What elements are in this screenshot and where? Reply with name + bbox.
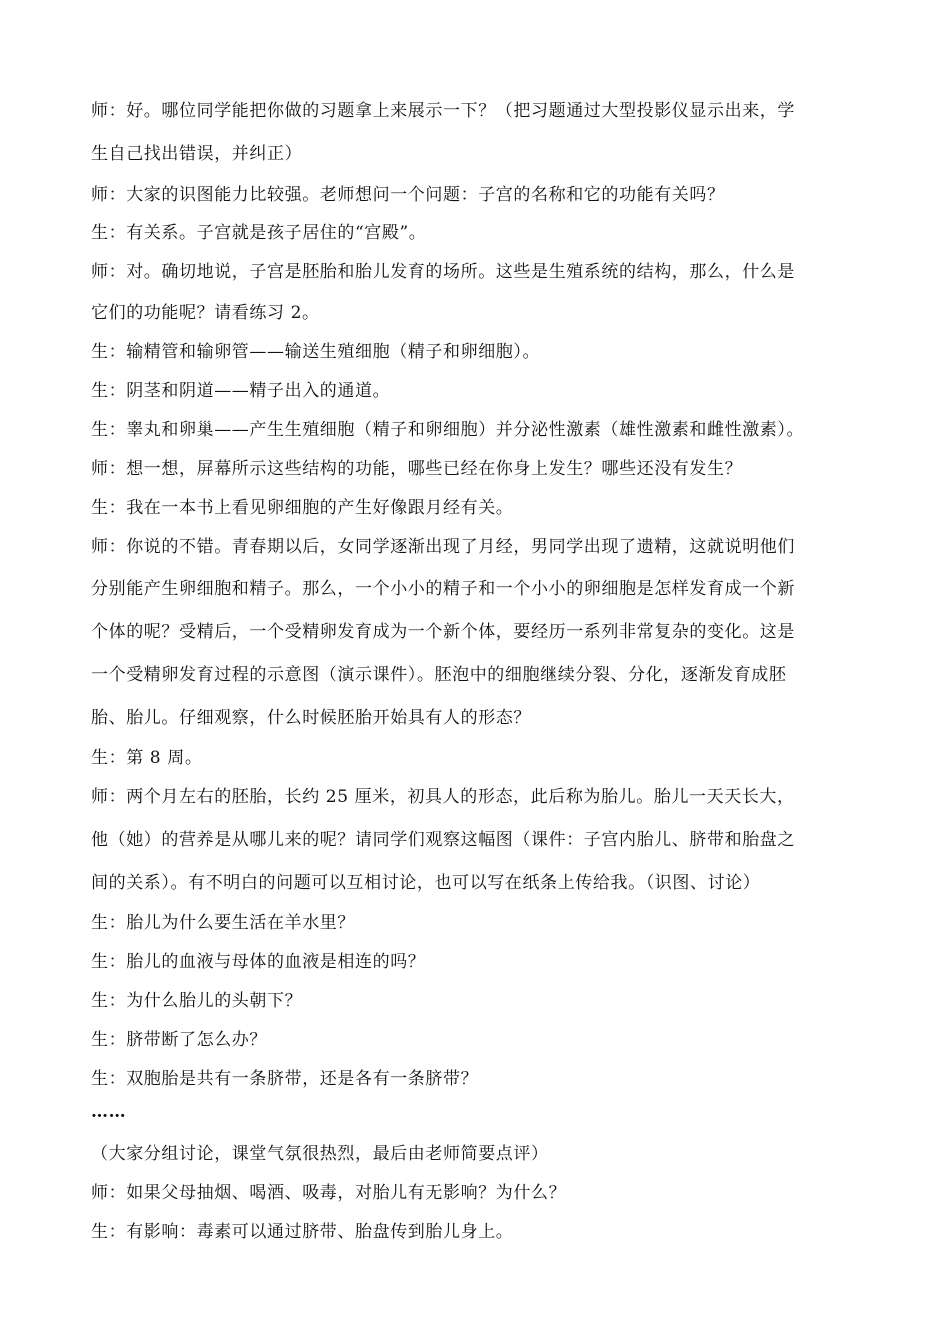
text-line: 个体的呢？受精后，一个受精卵发育成为一个新个体，要经历一系列非常复杂的变化。这是 (91, 622, 795, 642)
text-line: 师：大家的识图能力比较强。老师想问一个问题：子宫的名称和它的功能有关吗？ (91, 185, 725, 205)
text-line: 师：好。哪位同学能把你做的习题拿上来展示一下？（把习题通过大型投影仪显示出来，学 (91, 101, 795, 121)
ellipsis-line: …… (91, 1102, 127, 1122)
text-line: 师：想一想，屏幕所示这些结构的功能，哪些已经在你身上发生？哪些还没有发生？ (91, 459, 743, 479)
text-line: 生：为什么胎儿的头朝下？ (91, 991, 303, 1011)
text-line: 生：有影响：毒素可以通过脐带、胎盘传到胎儿身上。 (91, 1222, 514, 1242)
text-line: 生自己找出错误，并纠正） (91, 144, 303, 164)
text-line: 生：脐带断了怎么办？ (91, 1030, 267, 1050)
text-line: （大家分组讨论，课堂气氛很热烈，最后由老师简要点评） (91, 1144, 549, 1164)
text-line: 他（她）的营养是从哪儿来的呢？请同学们观察这幅图（课件：子宫内胎儿、脐带和胎盘之 (91, 830, 795, 850)
text-line: 生：阴茎和阴道——精子出入的通道。 (91, 381, 391, 401)
text-line: 生：胎儿的血液与母体的血液是相连的吗？ (91, 952, 426, 972)
text-line: 生：睾丸和卵巢——产生生殖细胞（精子和卵细胞）并分泌性激素（雄性激素和雌性激素）。 (91, 420, 805, 440)
text-line: 师：你说的不错。青春期以后，女同学逐渐出现了月经，男同学出现了遗精，这就说明他们 (91, 537, 795, 557)
text-line: 师：对。确切地说，子宫是胚胎和胎儿发育的场所。这些是生殖系统的结构，那么，什么是 (91, 262, 795, 282)
text-line: 生：第 8 周。 (91, 748, 203, 768)
text-line: 一个受精卵发育过程的示意图（演示课件）。胚泡中的细胞继续分裂、分化，逐渐发育成胚 (91, 665, 787, 685)
text-line: 生：我在一本书上看见卵细胞的产生好像跟月经有关。 (91, 498, 514, 518)
text-line: 生：输精管和输卵管——输送生殖细胞（精子和卵细胞）。 (91, 342, 541, 362)
text-line: 生：胎儿为什么要生活在羊水里？ (91, 913, 355, 933)
text-line: 生：双胞胎是共有一条脐带，还是各有一条脐带？ (91, 1069, 479, 1089)
text-line: 它们的功能呢？请看练习 2。 (91, 303, 320, 323)
text-line: 师：两个月左右的胚胎，长约 25 厘米，初具人的形态，此后称为胎儿。胎儿一天天长大， (91, 787, 795, 807)
text-line: 生：有关系。子宫就是孩子居住的“宫殿”。 (91, 223, 427, 243)
text-line: 胎、胎儿。仔细观察，什么时候胚胎开始具有人的形态？ (91, 708, 531, 728)
text-line: 分别能产生卵细胞和精子。那么，一个小小的精子和一个小小的卵细胞是怎样发育成一个新 (91, 579, 795, 599)
text-line: 师：如果父母抽烟、喝酒、吸毒，对胎儿有无影响？为什么？ (91, 1183, 567, 1203)
text-line: 间的关系）。有不明白的问题可以互相讨论，也可以写在纸条上传给我。（识图、讨论） (91, 873, 761, 893)
